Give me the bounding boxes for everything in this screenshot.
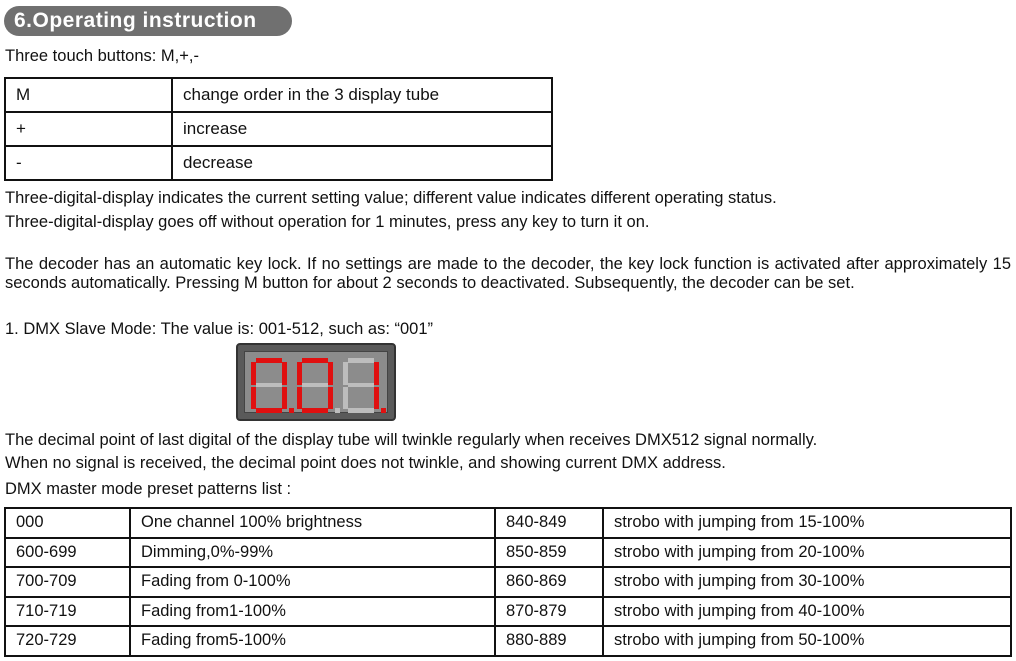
seven-segment-display xyxy=(236,343,396,421)
table-row xyxy=(5,146,552,180)
display-note: Three-digital-display indicates the current setting value; different value indicates different operating status. xyxy=(5,189,777,207)
button-desc-cell: decrease xyxy=(172,146,552,180)
pattern-desc-cell: strobo with jumping from 40-100% xyxy=(603,597,1011,627)
pattern-code-cell: 000 xyxy=(5,508,130,538)
digit-0 xyxy=(297,358,340,413)
display-screen xyxy=(244,351,388,413)
pattern-desc-cell: Fading from 0-100% xyxy=(130,567,495,597)
pattern-code-cell: 600-699 xyxy=(5,538,130,568)
digit-0 xyxy=(251,358,294,413)
signal-note: When no signal is received, the decimal point does not twinkle, and showing current DMX address. xyxy=(5,454,726,472)
pattern-code-cell: 870-879 xyxy=(495,597,603,627)
pattern-desc-cell: Fading from5-100% xyxy=(130,626,495,656)
table-row xyxy=(5,567,1011,597)
patterns-heading: DMX master mode preset patterns list : xyxy=(5,480,292,498)
pattern-desc-cell: One channel 100% brightness xyxy=(130,508,495,538)
pattern-code-cell: 720-729 xyxy=(5,626,130,656)
button-desc-cell: change order in the 3 display tube xyxy=(172,78,552,112)
intro-text: Three touch buttons: M,+,- xyxy=(5,47,199,65)
button-desc-cell: increase xyxy=(172,112,552,146)
button-key-cell: + xyxy=(5,112,172,146)
pattern-desc-cell: strobo with jumping from 20-100% xyxy=(603,538,1011,568)
patterns-table xyxy=(4,507,1012,657)
pattern-desc-cell: Fading from1-100% xyxy=(130,597,495,627)
pattern-desc-cell: strobo with jumping from 30-100% xyxy=(603,567,1011,597)
dmx-slave-mode-text: 1. DMX Slave Mode: The value is: 001-512, such as: “001” xyxy=(5,320,434,338)
pattern-code-cell: 710-719 xyxy=(5,597,130,627)
pattern-code-cell: 700-709 xyxy=(5,567,130,597)
table-row xyxy=(5,597,1011,627)
buttons-table xyxy=(4,77,553,181)
table-row xyxy=(5,538,1011,568)
pattern-code-cell: 840-849 xyxy=(495,508,603,538)
pattern-desc-cell: Dimming,0%-99% xyxy=(130,538,495,568)
pattern-desc-cell: strobo with jumping from 15-100% xyxy=(603,508,1011,538)
table-row xyxy=(5,112,552,146)
pattern-code-cell: 860-869 xyxy=(495,567,603,597)
display-note: Three-digital-display goes off without operation for 1 minutes, press any key to turn it on. xyxy=(5,213,650,231)
pattern-desc-cell: strobo with jumping from 50-100% xyxy=(603,626,1011,656)
segment-digits xyxy=(245,352,391,416)
key-lock-paragraph: The decoder has an automatic key lock. If no settings are made to the decoder, the key lock function is activated after approximately 15 seconds automatically. Pressing M button for about 2 seconds to deactivated. Subsequently, the decoder can be set. xyxy=(5,255,1011,292)
signal-note: The decimal point of last digital of the display tube will twinkle regularly when receives DMX512 signal normally. xyxy=(5,431,818,449)
button-key-cell: M xyxy=(5,78,172,112)
button-key-cell: - xyxy=(5,146,172,180)
pattern-code-cell: 880-889 xyxy=(495,626,603,656)
table-row xyxy=(5,508,1011,538)
table-row xyxy=(5,78,552,112)
digit-1 xyxy=(343,358,386,413)
section-title: 6.Operating instruction xyxy=(4,6,292,36)
table-row xyxy=(5,626,1011,656)
pattern-code-cell: 850-859 xyxy=(495,538,603,568)
